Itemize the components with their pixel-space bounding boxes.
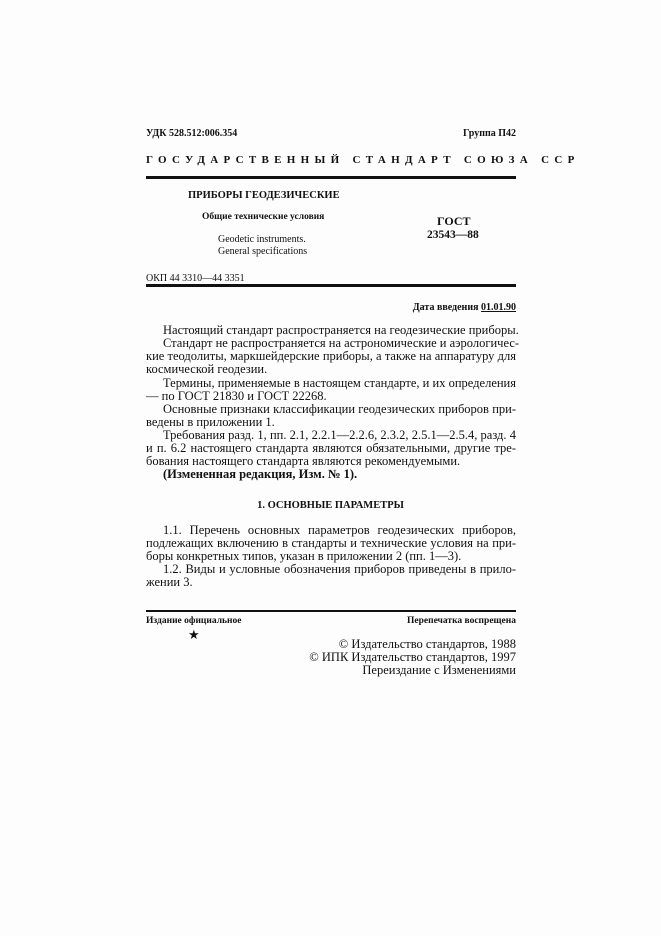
intro-line: космической геодезии. [146,362,268,376]
intro-line: Настоящий стандарт распространяется на геодезические приборы. [163,323,519,337]
footer-rule [146,610,516,612]
title-ru: ПРИБОРЫ ГЕОДЕЗИЧЕСКИЕ [188,190,340,201]
state-standard-header: ГОСУДАРСТВЕННЫЙ СТАНДАРТ СОЮЗА ССР [146,154,580,166]
udk-code: УДК 528.512:006.354 [146,128,238,139]
reissue-note: Переиздание с Изменениями [362,663,516,677]
amendment-note: (Измененная редакция, Изм. № 1). [163,467,358,481]
title-en-1: Geodetic instruments. [218,234,306,245]
intro-line: ведены в приложении 1. [146,415,275,429]
intro-line: Основные признаки классификации геодезических приборов при- [163,402,516,416]
intro-line: Требования разд. 1, пп. 2.1, 2.2.1—2.2.6, 2.3.2, 2.5.1—2.5.4, разд. 4 [163,428,516,442]
effective-date [413,301,516,314]
okp-code: ОКП 44 3310—44 3351 [146,273,245,284]
subtitle-ru: Общие технические условия [202,212,325,222]
group-code: Группа П42 [463,128,516,139]
copyright-1997: © ИПК Издательство стандартов, 1997 [309,650,516,664]
title-rule [146,284,516,287]
section-heading: 1. ОСНОВНЫЕ ПАРАМЕТРЫ [257,500,404,511]
section-line: подлежащих включению в стандарты и технические условия на при- [146,536,516,550]
gost-number: 23543—88 [427,229,479,241]
copyright-1988: © Издательство стандартов, 1988 [338,637,516,651]
reprint-prohibited: Перепечатка воспрещена [406,616,516,626]
section-line: жении 3. [146,575,193,589]
official-edition: Издание официальное [146,616,242,626]
intro-line: Термины, применяемые в настоящем стандарте, и их определения [163,376,516,390]
intro-line: и п. 6.2 настоящего стандарта являются обязательными, другие тре- [146,441,516,455]
header-rule [146,176,516,179]
star-icon: ★ [188,627,200,642]
intro-line: бования настоящего стандарта являются рекомендуемыми. [146,454,461,468]
section-line: 1.1. Перечень основных параметров геодезических приборов, [163,523,516,537]
intro-line: Стандарт не распространяется на астрономические и аэрологичес- [163,336,520,350]
section-line: боры конкретных типов, указан в приложении 2 (пп. 1—3). [146,549,462,563]
gost-label: ГОСТ [437,214,471,228]
section-line: 1.2. Виды и условные обозначения приборов приведены в прило- [163,562,516,576]
date-value: 01.01.90 [481,302,516,313]
title-en-2: General specifications [218,246,308,257]
intro-line: — по ГОСТ 21830 и ГОСТ 22268. [146,389,327,403]
intro-line: кие теодолиты, маркшейдерские приборы, а также на аппаратуру для [146,349,516,363]
date-label: Дата введения [412,302,479,313]
